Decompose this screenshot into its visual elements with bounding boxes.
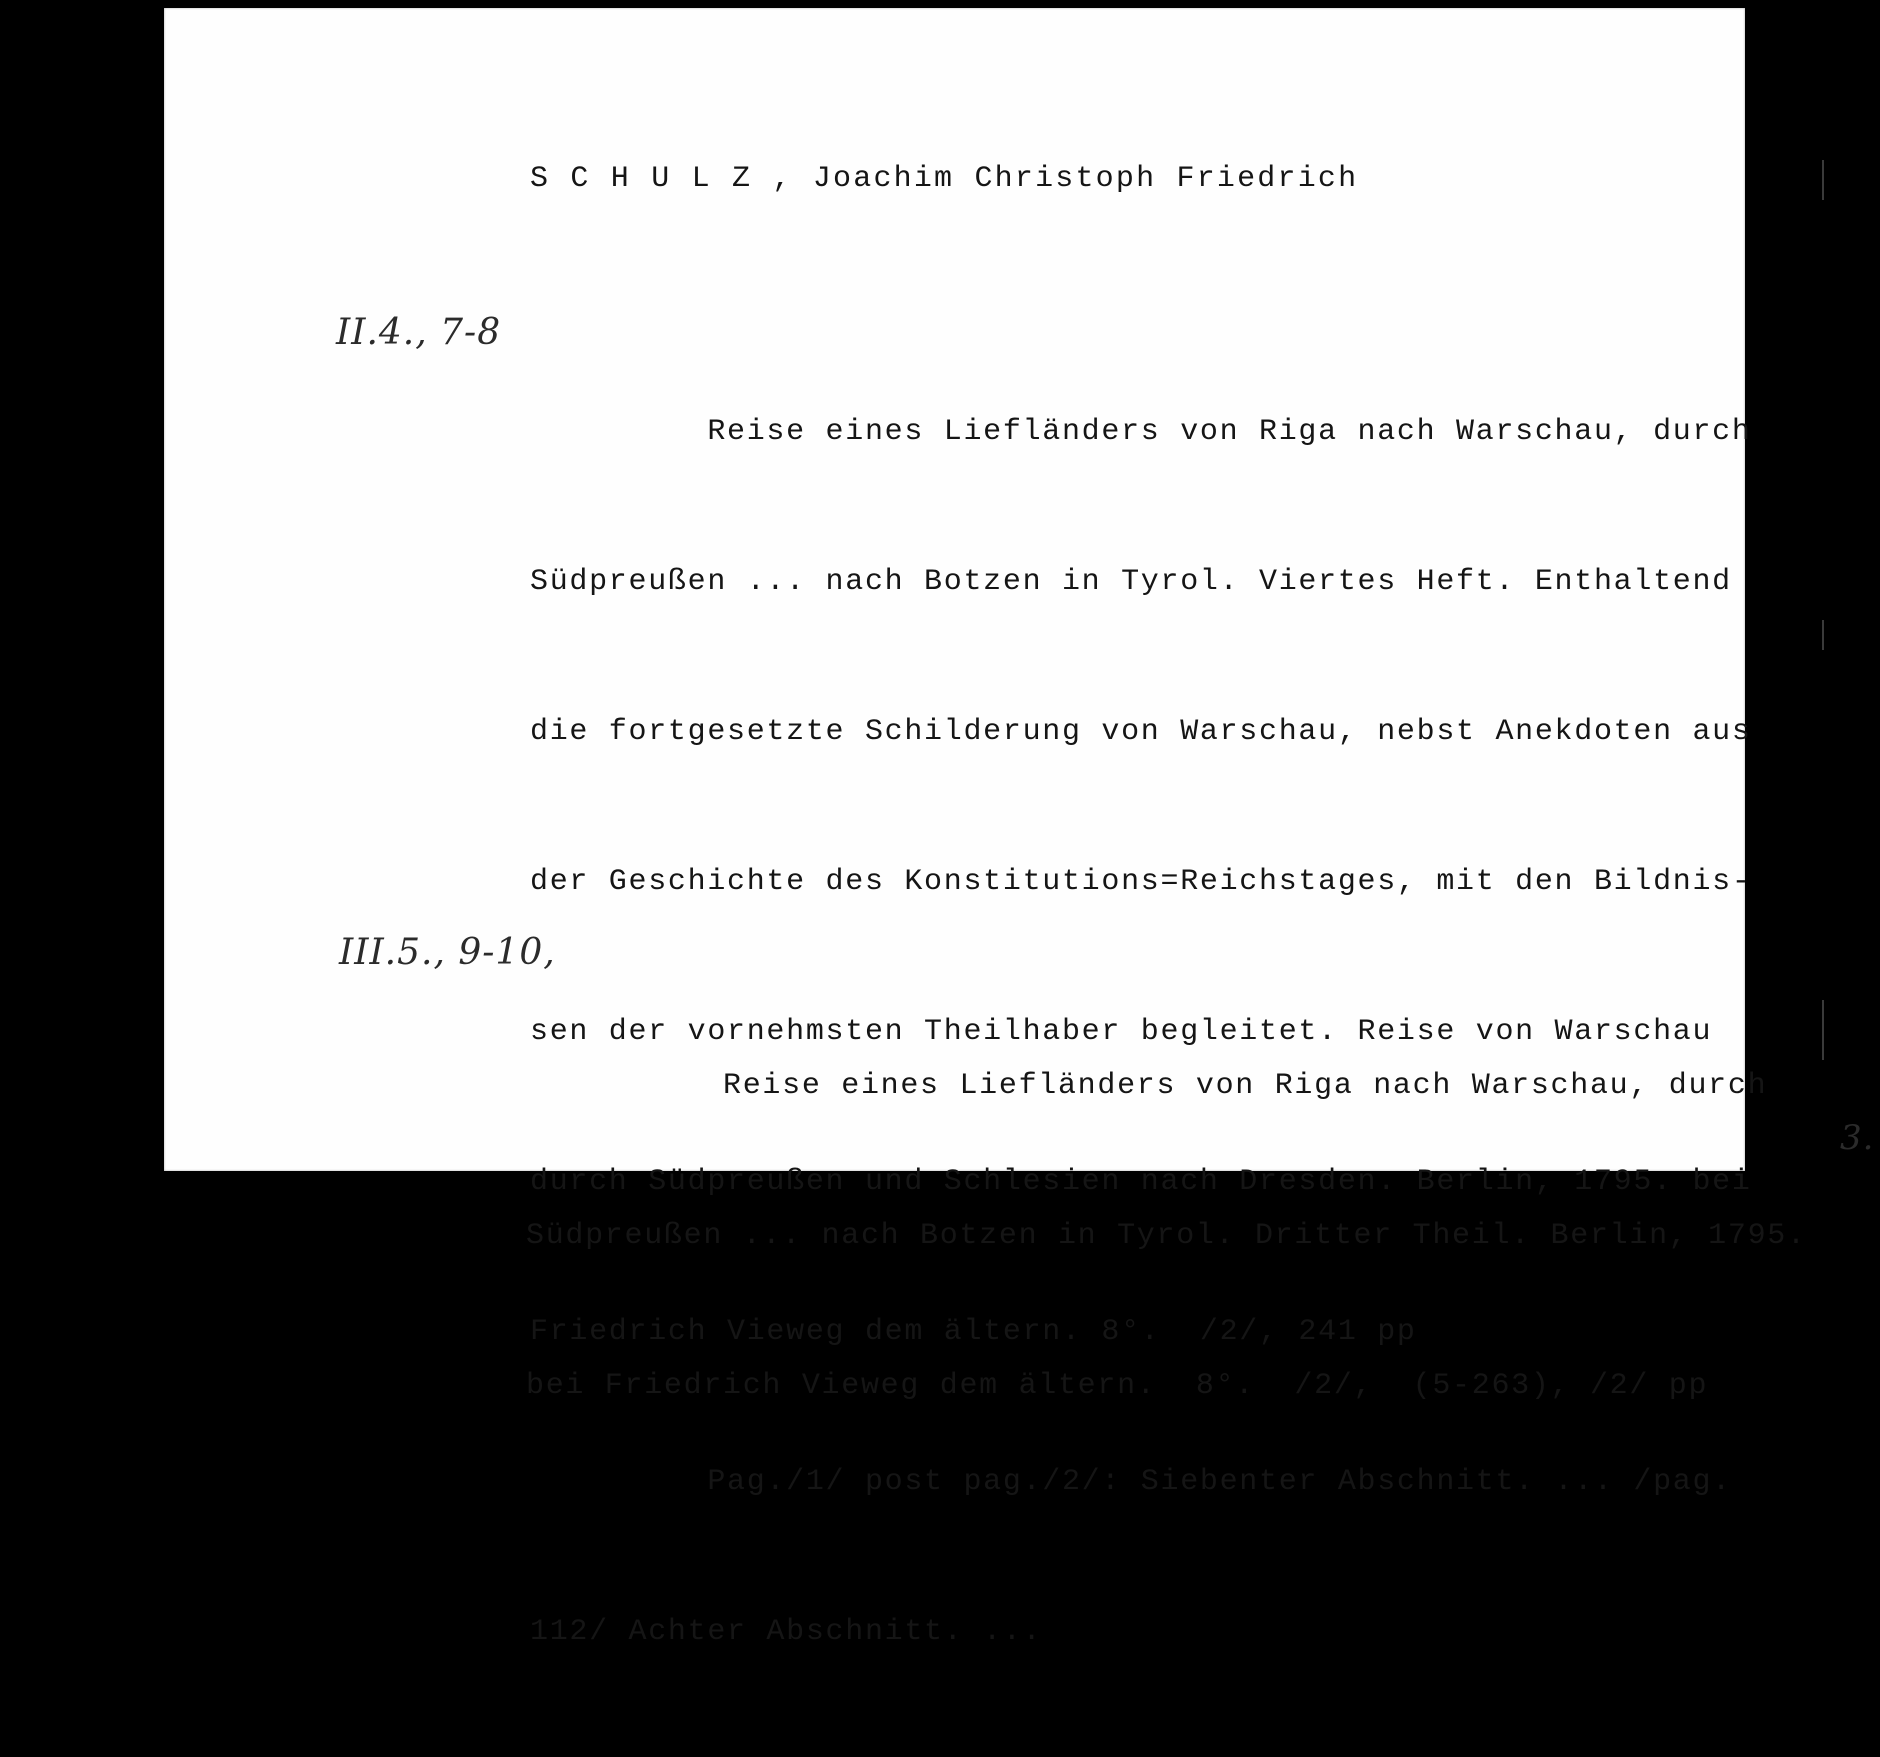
card-page-number: 3. (1840, 1118, 1875, 1158)
entry-line: Friedrich Vieweg dem ältern. 8°. /2/, 241 pp (530, 1315, 1417, 1349)
entry-line: Reise eines Liefländers von Riga nach Warschau, durch (530, 415, 1752, 449)
scan-edge-artifact (1822, 160, 1824, 200)
entry-line: Südpreußen ... nach Botzen in Tyrol. Viertes Heft. Enthaltend (530, 565, 1732, 599)
entry-line: der Geschichte des Konstitutions=Reichstages, mit den Bildnis- (530, 865, 1752, 899)
entry-line: Reise eines Liefländers von Riga nach Warschau, durch (526, 1069, 1768, 1103)
entry-line: sen der vornehmsten Theilhaber begleitet. Reise von Warschau (530, 1015, 1713, 1049)
shelfmark-annotation: III.5., 9-10, (339, 932, 556, 973)
entry-line: durch Südpreußen und Schlesien nach Dresden. Berlin, 1795. bei (530, 1165, 1752, 1199)
shelfmark-annotation: II.4., 7-8 (336, 312, 502, 353)
entry-line: Südpreußen ... nach Botzen in Tyrol. Dritter Theil. Berlin, 1795. (526, 1219, 1807, 1253)
entry-line: Pag./1/ post pag./2/: Siebenter Abschnitt. ... /pag. (530, 1465, 1732, 1499)
scan-edge-artifact (1822, 1000, 1824, 1060)
author-heading: S C H U L Z , Joachim Christoph Friedrich (530, 162, 1359, 196)
entry-line: 112/ Achter Abschnitt. ... (530, 1615, 1043, 1649)
entry-line: die fortgesetzte Schilderung von Warschau, nebst Anekdoten aus (530, 715, 1752, 749)
entry-line: bei Friedrich Vieweg dem ältern. 8°. /2/, (5-263), /2/ pp (526, 1369, 1709, 1403)
scan-edge-artifact (1822, 620, 1824, 650)
entry-volume-3 (526, 961, 1807, 1511)
catalog-card (164, 8, 1875, 1649)
